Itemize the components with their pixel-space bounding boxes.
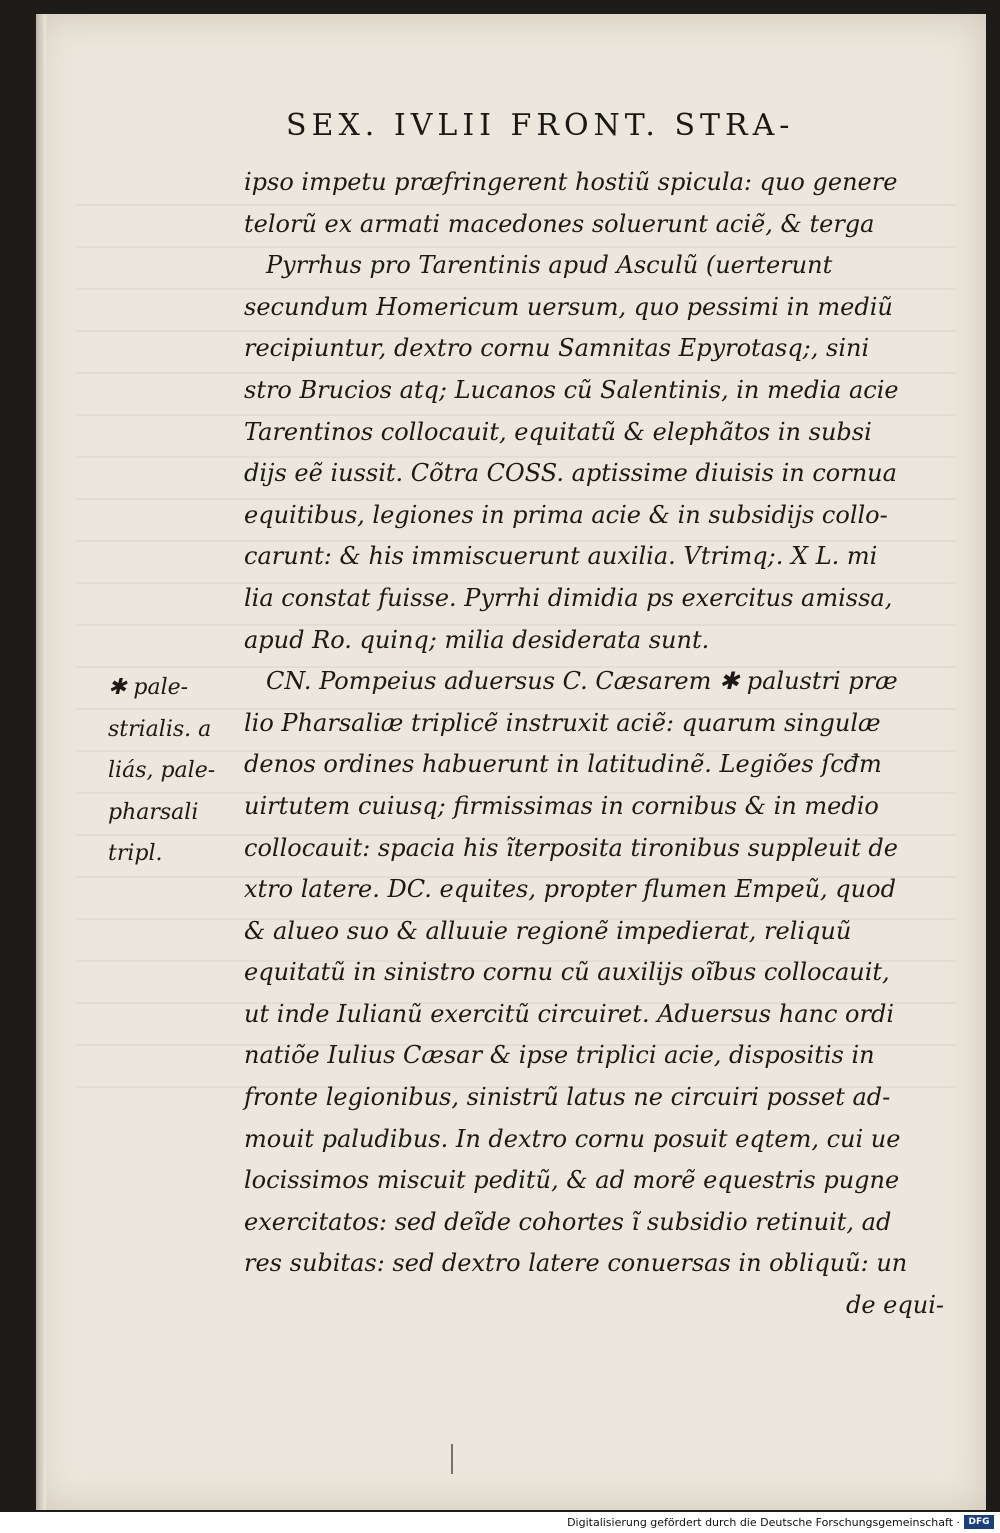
body-line: Pyrrhus pro Tarentinis apud Asculũ (uerterunt [266, 251, 833, 280]
body-line: natiõe Iulius Cæsar & ipse triplici acie, dispositis in [244, 1041, 875, 1070]
book-page [36, 14, 986, 1510]
page-mark [451, 1444, 453, 1474]
body-line: mouit paludibus. In dextro cornu posuit eqtem, cui ue [244, 1124, 901, 1153]
body-line: ipso impetu præfringerent hostiũ spicula: quo genere [244, 168, 898, 196]
body-line: equitibus, legiones in prima acie & in subsidijs collo- [244, 500, 888, 529]
body-line: ut inde Iulianũ exercitũ circuiret. Aduersus hanc ordi [244, 999, 895, 1028]
margin-note-line: strialis. a [108, 716, 212, 742]
body-line: res subitas: sed dextro latere conuersas in obliquũ: un [244, 1249, 908, 1278]
page-edge [36, 14, 46, 1510]
body-line: lio Pharsaliæ triplicẽ instruxit aciẽ: quarum singulæ [244, 708, 881, 737]
margin-note-line: tripl. [108, 841, 163, 867]
body-line: apud Ro. quinq; milia desiderata sunt. [244, 625, 710, 654]
body-line: lia constat fuisse. Pyrrhi dimidia ps exercitus amissa, [244, 583, 893, 612]
body-line: Tarentinos collocauit, equitatũ & elephãtos in subsi [244, 417, 872, 446]
body-line: equitatũ in sinistro cornu cũ auxilijs oĩbus collocauit, [244, 958, 890, 987]
body-line: fronte legionibus, sinistrũ latus ne circuiri posset ad- [244, 1083, 891, 1112]
margin-note [108, 667, 248, 875]
body-line: uirtutem cuiusq; firmissimas in cornibus & in medio [244, 791, 879, 820]
body-line: carunt: & his immiscuerunt auxilia. Vtrimq;. X L. mi [244, 542, 878, 571]
body-line: denos ordines habuerunt in latitudinẽ. Legiões ſcđm [244, 750, 882, 779]
body-line: CN. Pompeius aduersus C. Cæsarem ✱ palustri præ [266, 667, 898, 696]
body-line: collocauit: spacia his ĩterposita tironibus suppleuit de [244, 833, 898, 862]
catchword: de equi- [845, 1291, 944, 1320]
margin-note-line: liás, pale- [108, 758, 216, 784]
body-line: locissimos miscuit peditũ, & ad morẽ equestris pugne [244, 1166, 900, 1195]
margin-note-line: pharsali [108, 799, 199, 825]
body-line: stro Brucios atq; Lucanos cũ Salentinis, in media acie [244, 375, 899, 404]
body-line: xtro latere. DC. equites, propter flumen Empeũ, quod [244, 875, 896, 904]
body-text [244, 162, 944, 1327]
dfg-logo-icon: DFG [964, 1515, 994, 1529]
footer-credit: Digitalisierung gefördert durch die Deutsche Forschungsgemeinschaft · [567, 1516, 960, 1529]
body-line: recipiuntur, dextro cornu Samnitas Epyrotasq;, sini [244, 334, 870, 363]
body-line: dijs eẽ iussit. Cõtra COSS. aptissime diuisis in cornua [244, 459, 897, 488]
running-head: SEX. IVLII FRONT. STRA- [286, 108, 795, 143]
body-line: telorũ ex armati macedones soluerunt aciẽ, & terga [244, 209, 875, 238]
body-line: exercitatos: sed deĩde cohortes ĩ subsidio retinuit, ad [244, 1207, 892, 1236]
body-line: & alueo suo & alluuie regionẽ impedierat, reliquũ [244, 916, 852, 945]
body-line: secundum Homericum uersum, quo pessimi in mediũ [244, 292, 893, 321]
margin-note-line: ✱ pale- [108, 675, 189, 700]
